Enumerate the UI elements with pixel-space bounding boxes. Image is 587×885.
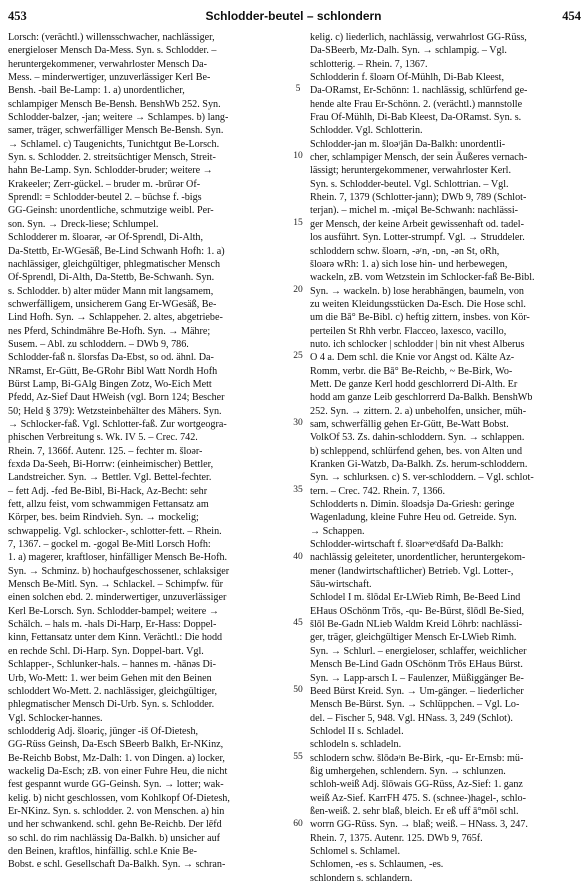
left-column-line: Da-Stettb, Er-WGesäß, Be-Lind Schwanh Hofh: 1. a)	[8, 245, 225, 257]
left-column-line: Bürst Lamp, Bi-GAlg Bingen Zotz, Wo-Eich Mett	[8, 378, 212, 390]
right-column-line: ßig umhergehen, schlendern. Syn. → schlunzen.	[310, 765, 506, 777]
right-column-line: Syn. → wackeln. b) lose herabhängen, baumeln, von	[310, 285, 524, 297]
left-column-line: fɛxdə Da-Seeh, Bi-Horrw: (einheimischer) Bettler,	[8, 459, 214, 470]
right-column-line: → Schappen.	[310, 525, 365, 537]
right-column-line: schloh-weiß Adj. šlōwais GG-Rüss, Az-Sief: 1. ganz	[310, 779, 523, 791]
left-column-line: Vgl. Schlocker-hannes.	[8, 712, 103, 724]
right-column-line: Schlomel s. Schlamel.	[310, 845, 400, 857]
line-number: 55	[293, 751, 303, 762]
line-number: 5	[295, 84, 301, 95]
right-column-line: schlotterig. – Rhein. 7, 1367.	[310, 58, 428, 70]
right-column-line: 252. Syn. → zittern. 2. a) unbeholfen, unsicher, müh-	[310, 405, 527, 417]
right-column-line: Syn. s. Schlodder-beutel. Vgl. Schlottrian. – Vgl.	[310, 178, 509, 190]
left-column-line: Kerl Be-Lorsch. Syn. Schlodder-bampel; weitere →	[8, 605, 219, 617]
right-column-line: Mensch Be-Bürst. Syn. → Schlüppchen. – Vgl. Lo-	[310, 699, 520, 711]
left-column-line: GG-Geinsh: unordentliche, schmutzige weibl. Per-	[8, 205, 214, 217]
right-column-line: EHaus OSchönm Trōs, -qu- Be-Bürst, šlōdl Be-Sied,	[310, 605, 525, 617]
left-column-line: son. Syn. → Dreck-liese; Schlumpel.	[8, 218, 159, 230]
right-column-line: Rhein. 7, 1379 (Schlotter-jann); DWb 9, 789 (Schlot-	[310, 192, 527, 204]
line-number: 40	[293, 551, 303, 562]
left-column-line: kinn, Fettansatz unter dem Kinn. Verächtl.: Die hodd	[8, 632, 223, 644]
line-number: 20	[293, 284, 303, 295]
left-column-line: Be-Reichb Bobst, Mz-Dalh: 1. von Dingen. a) locker,	[8, 752, 225, 764]
right-column-line: um die Bā° Be-Bibl. c) heftig zittern, insbes. von Kör-	[310, 312, 530, 324]
right-column-line: worrn GG-Rüss. Syn. → blaß; weiß. – HNass. 3, 247.	[310, 819, 528, 831]
right-column-line: kelig. c) liederlich, nachlässig, verwahrlost GG-Rüss,	[310, 32, 527, 43]
left-column-line: Syn. s. Schlodder. 2. streitsüchtiger Mensch, Streit-	[8, 152, 216, 164]
right-column-line: Sāu-wirtschaft.	[310, 579, 372, 591]
left-column-line: Susem. – Abl. zu schloddern. – DWb 9, 786.	[8, 338, 189, 350]
left-column-line: Schlodder-balzer, -jan; weitere → Schlampes. b) lang-	[8, 112, 229, 124]
left-column-line: heruntergekommener, verwahrloster Mensch Da-	[8, 58, 208, 70]
left-column-line: 7, 1367. – gockel m. -gogəl Be-Mitl Lorsch Hofh:	[8, 539, 211, 551]
left-column-line: und her schwankend. schl. gehn Be-Reichb. Der lēfd	[8, 819, 222, 831]
left-column-line: hahn Be-Lamp. Syn. Schlodder-bruder; weitere →	[8, 165, 213, 177]
left-column-line: GG-Rüss Geinsh, Da-Esch SBeerb Balkh, Er-NKinz,	[8, 739, 224, 751]
right-column-line: tern. – Crec. 742. Rhein. 7, 1366.	[310, 485, 445, 497]
left-column-line: Of-Sprendl, Di-Alth, Da-Stettb, Be-Schwanh. Syn.	[8, 272, 215, 284]
right-column-line: wackeln, zB. vom Wetzstein im Schlocker-faß Be-Bibl.	[310, 272, 535, 284]
page-header	[0, 9, 587, 27]
line-number: 15	[293, 217, 303, 228]
right-column-line: terjan). – michel m. -miҫəl Be-Schwanh: nachlässi-	[310, 205, 519, 217]
left-column-line: Schlodder-faß n. šlorsfas Da-Ebst, so od. ähnl. Da-	[8, 352, 214, 364]
right-column-line: Da-ORamst, Er-Schönn: 1. nachlässig, schlürfend ge-	[310, 85, 528, 97]
right-column-line: sam, schwerfällig gehen Er-Gütt, Be-Watt Bobst.	[310, 418, 509, 430]
left-column-line: samer, träger, schwerfälliger Mensch Be-Bensh. Syn.	[8, 125, 224, 137]
right-column-line: schlodern schw. šlōdəʳn Be-Birk, -qu- Er-Ernsb: mü-	[310, 752, 524, 764]
left-column-line: → Schlamel. c) Taugenichts, Tunichtgut Be-Lorsch.	[8, 138, 220, 150]
right-column-line: ßen-weiß. 2. sehr blaß, bleich. Er eß uff ā°mōl schl.	[310, 805, 519, 817]
right-column-line: Schlodel I m. šlōdəl Er-LWieb Rimh, Be-Beed Lind	[310, 592, 521, 604]
right-column-line: schloddern schw. šloərn, -əʳn, -ɒn, -ən St, oRh,	[310, 245, 500, 257]
left-column-line: NRamst, Er-Gütt, Be-GRohr Bibl Watt Nordh Hofh	[8, 365, 218, 377]
right-column-line: Schlodderts n. Dimin. šloədsjə Da-Griesh: geringe	[310, 499, 515, 511]
left-column-line: Landstreicher. Syn. → Bettler. Vgl. Bettel-fechter.	[8, 472, 212, 484]
right-column-line: šlōl Be-Gadn NLieb Waldm Kreid Löhrb: nachlässi-	[310, 619, 523, 631]
left-column-line: Pfedd, Az-Sief Daut HWeish (vgl. Born 124; Bescher	[8, 392, 225, 404]
right-column-line: Schlodel II s. Schladel.	[310, 725, 404, 737]
left-column-line: → Schlocker-faß. Vgl. Schlotter-faß. Zur wortgeogra-	[8, 418, 227, 430]
right-column-line: ger Mensch, der keine Arbeit gewissenhaft od. tadel-	[310, 218, 524, 230]
right-column-line: b) schleppend, schlürfend gehen, bes. von Alten und	[310, 445, 523, 457]
right-column-line: Syn. → Lapp-arsch I. – Faulenzer, Müßiggänger Be-	[310, 672, 524, 684]
left-column-line: Er-NKinz. Syn. s. schlodder. 2. von Menschen. a) hin	[8, 805, 225, 817]
left-column-line: nes Pferd, Schindmähre Be-Hofh. Syn. → Mähre;	[8, 325, 211, 337]
left-column-line: energieloser Mensch Da-Mess. Syn. s. Schlodder. –	[8, 45, 217, 57]
left-column-line: schwappelig. Vgl. schlocker-, schlotter-fett. – Rhein.	[8, 525, 222, 537]
right-column-line: Schlodder-wirtschaft f. šloərʷeᵉdšafd Da-Balkh:	[310, 539, 504, 551]
right-column-line: del. – Fischer 5, 948. Vgl. HNass. 3, 249 (Schlot).	[310, 712, 513, 724]
left-column-line: schwerfälligem, unsicherem Gang Er-WGesäß, Be-	[8, 298, 217, 310]
left-column-line: fett, allzu feist, vom schwammigen Fettansatz am	[8, 499, 209, 511]
left-column-line: Lorsch: (verächtl.) willensschwacher, nachlässiger,	[8, 32, 215, 43]
line-number: 60	[293, 818, 303, 829]
left-column-line: Körper, bes. beim Rindvieh. Syn. → mockelig;	[8, 512, 199, 524]
left-column-line: Krakeeler; Zerr-gückel. – bruder m. -brūrər Of-	[8, 178, 201, 190]
left-column-line: Urb, Wo-Mett: 1. wer beim Gehen mit den Beinen	[8, 672, 212, 684]
line-number: 45	[293, 618, 303, 629]
left-column-line: Sprendl: = Schlodder-beutel 2. – büchse f. -bigs	[8, 192, 202, 204]
left-column-line: den Beinen, kraftlos, hinfällig. schl.e Knie Be-	[8, 845, 197, 857]
right-column-line: schlondern s. schlandern.	[310, 872, 413, 884]
left-column-line: schloddert Wo-Mett. 2. nachlässiger, gleichgültiger,	[8, 685, 218, 697]
right-column-line: Schlomen, -es s. Schlaumen, -es.	[310, 859, 444, 871]
left-column-line: Bensh. -bail Be-Lamp: 1. a) unordentlicher,	[8, 85, 185, 97]
left-column-line: Rhein. 7, 1366f. Autenr. 125. – fechter m. šloər-	[8, 445, 203, 457]
right-column-line: Da-SBeerb, Mz-Dalh. Syn. → schlampig. – Vgl.	[310, 45, 507, 57]
right-column-line: hende alte Frau Er-Schönn. 2. (verächtl.) mannstolle	[310, 98, 523, 110]
line-number: 35	[293, 484, 303, 495]
right-column-line: lässigt; heruntergekommener, verwahrloster Kerl.	[310, 165, 511, 177]
left-column-line: fest gespannt wurde GG-Geinsh. Syn. → lotter; wak-	[8, 779, 224, 791]
line-number: 30	[293, 418, 303, 429]
left-column-line: 1. a) magerer, kraftloser, hinfälliger Mensch Be-Hofh.	[8, 552, 228, 564]
right-column-line: VolkOf 53. Zs. dahin-schloddern. Syn. → schlappen.	[310, 432, 525, 444]
left-column-line: schlodderig Adj. šloəriç, jünger -iš Of-Dietesh,	[8, 725, 199, 737]
right-column-line: perteilen St Rhh verbr. Flacceo, laxesco, vacillo,	[310, 325, 507, 337]
line-number: 10	[293, 151, 303, 162]
right-column-line: Romm, verbr. die Bā° Be-Reichb, ~ Be-Birk, Wo-	[310, 365, 513, 377]
left-column-line: nachlässiger, gleichgültiger, phlegmatischer Mensch	[8, 258, 221, 270]
right-column-line: Beed Bürst Kreid. Syn. → Um-gänger. – liederlicher	[310, 685, 524, 697]
line-number: 25	[293, 351, 303, 362]
left-column-line: Mess. – minderwertiger, unzuverlässiger Kerl Be-	[8, 72, 211, 84]
right-column	[310, 31, 582, 884]
left-column-line: einen solchen ebd. 2. minderwertiger, unzuverlässiger	[8, 592, 227, 604]
left-column-line: s. Schlodder. b) alter müder Mann mit langsamem,	[8, 285, 214, 297]
right-column-line: hodd am ganze Leib geschlorrerd Da-Balkh. BenshWb	[310, 392, 533, 404]
right-column-line: O 4 a. Dem schl. die Knie vor Angst od. Kälte Az-	[310, 352, 515, 364]
left-column-line: schlampiger Mensch Be-Bensh. BenshWb 252. Syn.	[8, 98, 221, 110]
right-column-line: Syn. → Schlurl. – energieloser, schlaffer, weichlicher	[310, 645, 527, 657]
right-column-line: nuto. ich schlocker | schlodder | bin nit vhest Alberus	[310, 338, 525, 350]
left-column-line: en rechde Schl. Di-Harp. Syn. Doppel-bart. Vgl.	[8, 645, 204, 657]
right-column-line: Syn. → schlurksen. c) S. ver-schloddern. – Vgl. schlot-	[310, 472, 534, 484]
left-column-line: Lind Hofh. Syn. → Schlappeher. 2. altes, abgetriebe-	[8, 312, 223, 324]
left-column-line: Schlapper-, Schlunker-hals. – hannes m. -hānəs Di-	[8, 659, 216, 671]
left-column-line: phlegmatischer Mensch Di-Urb. Syn. s. Schlodder.	[8, 699, 215, 711]
left-column-line: phischen Verbreitung s. Wk. IV 5. – Crec. 742.	[8, 432, 198, 444]
left-column-line: 50; Held § 379): Wetzsteinbehälter des Mähers. Syn.	[8, 405, 222, 417]
left-column-line: Schlodderer m. šloərər, -ər Of-Sprendl, Di-Alth,	[8, 232, 204, 244]
right-column-line: schlodeln s. schladeln.	[310, 739, 402, 751]
left-column-line: – fett Adj. -fed Be-Bibl, Bi-Hack, Az-Becht: sehr	[8, 485, 208, 497]
right-column-line: nachlässig geleiteter, unordentlicher, heruntergekom-	[310, 552, 526, 564]
left-column-line: wackelig Da-Esch; zB. von einer Fuhre Heu, die nicht	[8, 765, 228, 777]
right-column-line: šloərə wRh: 1. a) sich lose hin- und herbewegen,	[310, 258, 508, 270]
right-column-line: mener (landwirtschaftlicher) Betrieb. Vgl. Lotter-,	[310, 565, 514, 577]
line-number: 50	[293, 685, 303, 696]
right-column-line: Wagenladung, kleine Fuhre Heu od. Getreide. Syn.	[310, 512, 517, 524]
right-column-line: Schlodderin f. šloərn Of-Mühlh, Di-Bab Kleest,	[310, 72, 505, 84]
left-column	[8, 31, 286, 871]
right-column-line: Rhein. 7, 1375. Autenr. 125. DWb 9, 765f.	[310, 832, 483, 844]
right-column-line: los ausführt. Syn. Lotter-strumpf. Vgl. → Struddeler.	[310, 232, 525, 244]
right-column-line: Mett. De ganze Kerl hodd geschlorrerd Di-Alth. Er	[310, 378, 518, 390]
page-number-left: 453	[8, 9, 27, 23]
right-column-line: cher, schlampiger Mensch, der sein Äußeres vernach-	[310, 152, 528, 164]
right-column-line: Schlodder. Vgl. Schlotterin.	[310, 125, 423, 137]
right-column-line: Schlodder-jan m. šloəʳjān Da-Balkh: unordentli-	[310, 138, 506, 150]
right-column-line: ger, träger, gleichgültiger Mensch Er-LWieb Rimh.	[310, 632, 517, 644]
left-column-line: Syn. → Schminz. b) hochaufgeschossener, schlaksiger	[8, 565, 230, 577]
left-column-line: Bobst. e schl. Gesellschaft Da-Balkh. Syn. → schran-	[8, 859, 226, 871]
left-column-line: Mensch Be-Mitl. Syn. → Schlackel. – Schimpfw. für	[8, 579, 224, 591]
right-column-line: Kranken Gi-Watzb, Da-Balkh. Zs. herum-schloddern.	[310, 459, 528, 470]
left-column-line: so schl. do rim nachlässig Da-Balkh. b) unsicher auf	[8, 832, 221, 844]
right-column-line: zu weiten Kleidungsstücken Da-Esch. Die Hose schl.	[310, 298, 526, 310]
right-column-line: weiß Az-Sief. KarrFH 475. S. (schnee-)hagel-, schlo-	[310, 792, 526, 804]
right-column-line: Mensch Be-Lind Gadn OSchönm Trōs EHaus Bürst.	[310, 659, 523, 671]
left-column-line: Schälch. – hals m. -hals Di-Harp, Er-Hass: Doppel-	[8, 619, 217, 631]
right-column-line: Frau Of-Mühlh, Di-Bab Kleest, Da-ORamst. Syn. s.	[310, 112, 522, 124]
page-number-right: 454	[562, 9, 581, 23]
left-column-line: kelig. b) nicht geschlossen, vom Kohlkopf Of-Dietesh,	[8, 792, 230, 804]
running-head: Schlodder-beutel – schlondern	[205, 9, 382, 23]
